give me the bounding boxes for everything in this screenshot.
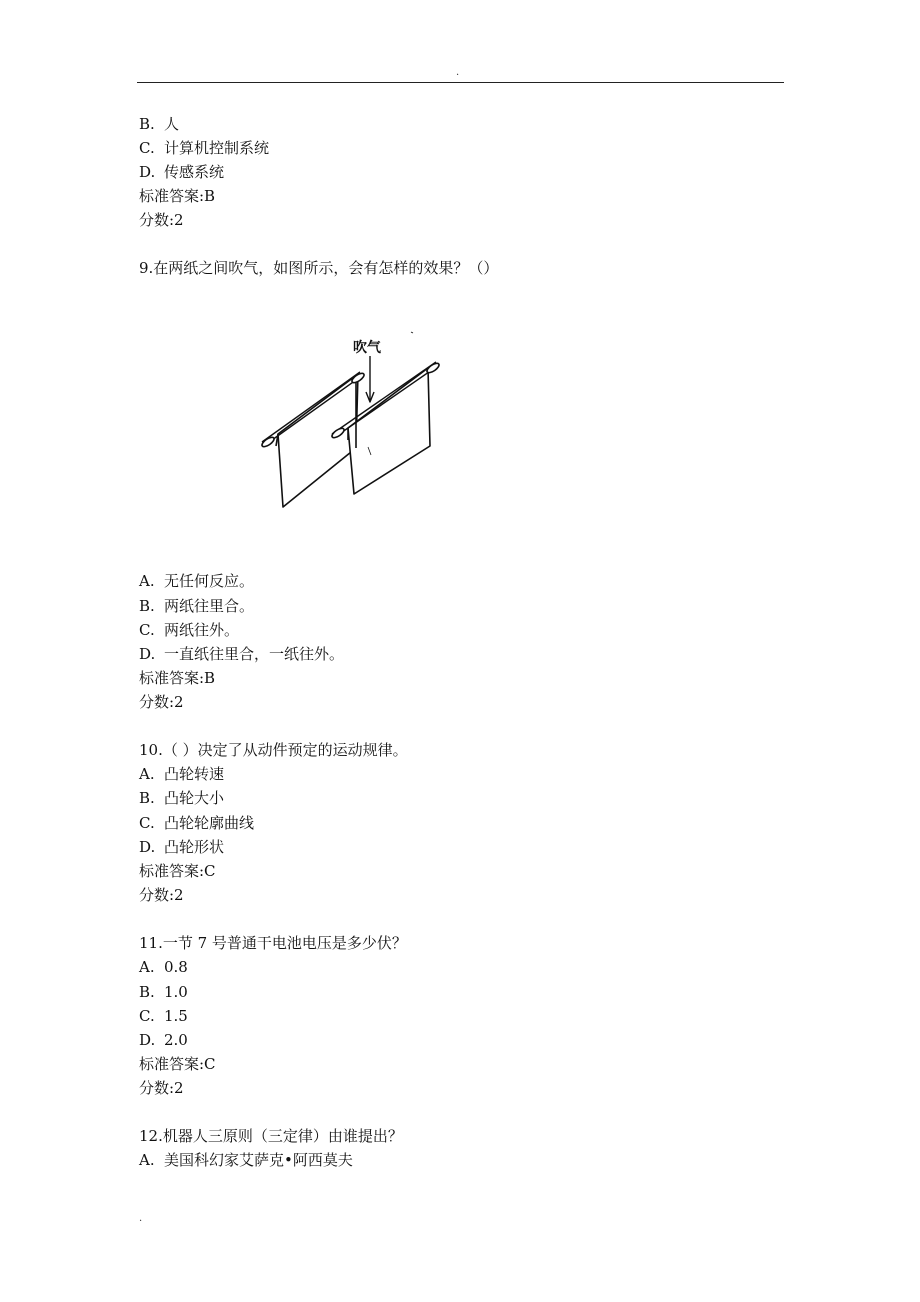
- option-text: 计算机控制系统: [164, 139, 270, 157]
- option-text: 凸轮大小: [164, 789, 225, 807]
- q9-figure: [250, 322, 450, 512]
- q11-option-a: [139, 957, 188, 977]
- q10-option-a: [139, 764, 224, 784]
- option-letter: C.: [139, 621, 155, 639]
- q8-score: 分数:2: [139, 211, 184, 229]
- q11-option-d: [139, 1030, 188, 1050]
- q8-option-c: [139, 138, 269, 158]
- q9-option-d: [139, 644, 344, 664]
- option-text: 美国科幻家艾萨克•阿西莫夫: [164, 1151, 353, 1169]
- blow-label: 吹气: [353, 340, 381, 356]
- q11-answer: 标准答案:C: [139, 1055, 216, 1073]
- option-text: 凸轮轮廓曲线: [164, 814, 255, 832]
- option-letter: D.: [139, 163, 156, 181]
- q12-option-a: [139, 1150, 353, 1170]
- option-letter: C.: [139, 139, 155, 157]
- q12-question: 12.机器人三原则（三定律）由谁提出？: [139, 1127, 403, 1145]
- q9-question: 9.在两纸之间吹气，如图所示，会有怎样的效果？（）: [139, 259, 499, 277]
- header-rule: [137, 82, 784, 83]
- q10-option-b: [139, 788, 224, 808]
- option-letter: B.: [139, 115, 155, 133]
- option-letter: A.: [139, 765, 155, 783]
- q10-score: 分数:2: [139, 886, 184, 904]
- q9-answer: 标准答案:B: [139, 669, 216, 687]
- q9-option-b: [139, 596, 254, 616]
- q10-question: 10.（ ）决定了从动件预定的运动规律。: [139, 741, 408, 759]
- two-papers-diagram: [250, 322, 450, 512]
- option-text: 凸轮形状: [164, 838, 225, 856]
- q11-question: 11.一节 7 号普通干电池电压是多少伏？: [139, 934, 407, 952]
- q11-option-c: [139, 1006, 188, 1026]
- option-letter: B.: [139, 983, 155, 1001]
- q9-score: 分数:2: [139, 693, 184, 711]
- option-letter: D.: [139, 645, 156, 663]
- option-letter: D.: [139, 838, 156, 856]
- option-letter: C.: [139, 814, 155, 832]
- q11-score: 分数:2: [139, 1079, 184, 1097]
- option-text: 1.5: [164, 1007, 188, 1025]
- q10-answer: 标准答案:C: [139, 862, 216, 880]
- option-letter: D.: [139, 1031, 156, 1049]
- option-letter: B.: [139, 597, 155, 615]
- option-text: 一直纸往里合，一纸往外。: [164, 645, 345, 663]
- header-mark: .: [456, 67, 460, 78]
- option-letter: A.: [139, 1151, 155, 1169]
- q9-option-c: [139, 620, 239, 640]
- option-text: 传感系统: [164, 163, 225, 181]
- option-text: 凸轮转速: [164, 765, 225, 783]
- option-text: 0.8: [164, 958, 188, 976]
- option-text: 1.0: [164, 983, 188, 1001]
- option-text: 人: [164, 115, 180, 133]
- q10-option-c: [139, 813, 254, 833]
- option-letter: B.: [139, 789, 155, 807]
- option-letter: C.: [139, 1007, 155, 1025]
- option-text: 2.0: [164, 1031, 188, 1049]
- q10-option-d: [139, 837, 224, 857]
- q8-option-b: [139, 114, 179, 134]
- option-letter: A.: [139, 572, 155, 590]
- footer-mark: .: [139, 1213, 143, 1224]
- option-letter: A.: [139, 958, 155, 976]
- q9-option-a: [139, 571, 254, 591]
- option-text: 两纸往外。: [164, 621, 240, 639]
- q11-option-b: [139, 982, 188, 1002]
- q8-option-d: [139, 162, 224, 182]
- option-text: 两纸往里合。: [164, 597, 255, 615]
- q8-answer: 标准答案:B: [139, 187, 216, 205]
- option-text: 无任何反应。: [164, 572, 255, 590]
